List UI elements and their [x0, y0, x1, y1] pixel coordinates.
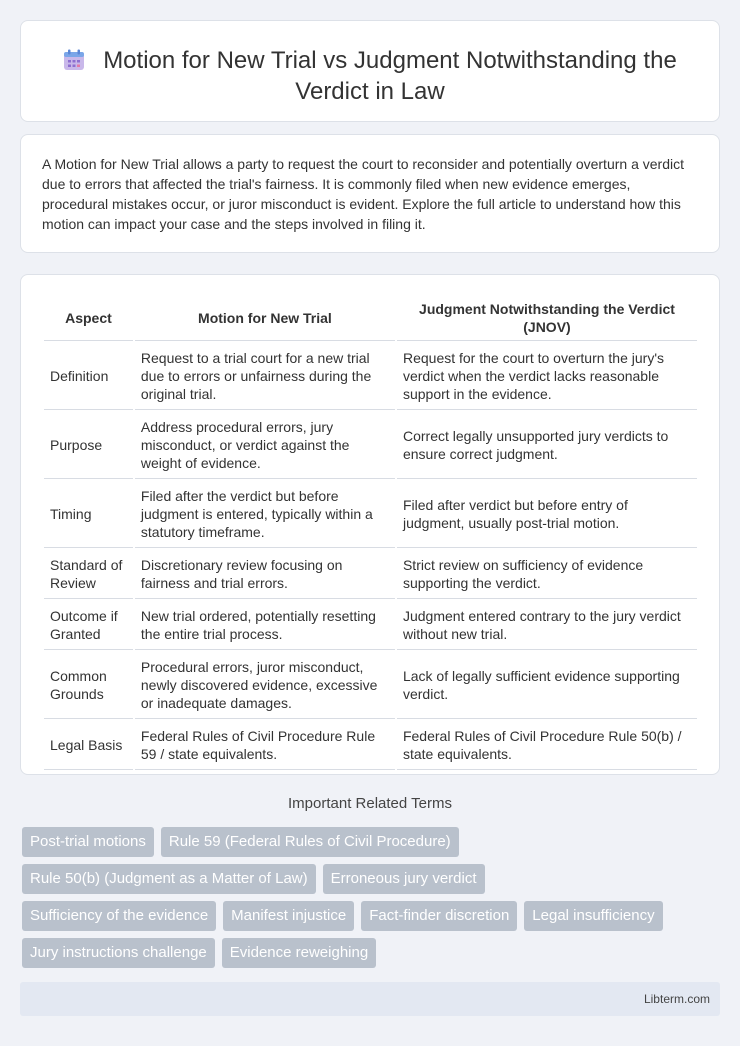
row-jnov: Correct legally unsupported jury verdicts to ensure correct judgment. — [397, 412, 697, 479]
row-new-trial: Filed after the verdict but before judgment is entered, typically within a statutory timeframe. — [135, 481, 395, 548]
row-jnov: Lack of legally sufficient evidence supporting verdict. — [397, 652, 697, 719]
row-aspect: Purpose — [44, 412, 133, 479]
calendar-icon — [63, 49, 85, 71]
table-row — [44, 412, 697, 479]
footer-site-link[interactable]: Libterm.com — [643, 992, 710, 1006]
row-jnov: Judgment entered contrary to the jury verdict without new trial. — [397, 601, 697, 650]
page-title: Motion for New Trial vs Judgment Notwithstanding the Verdict in Law — [103, 47, 677, 105]
intro-paragraph: A Motion for New Trial allows a party to request the court to reconsider and potentially overturn a verdict due to errors that affected the trial's fairness. It is commonly filed when new evidence emerges, procedural mistakes occur, or juror misconduct is evident. Explore the full article to understand how this motion can impact your case and the steps involved in filing it. — [42, 156, 684, 232]
tag-sufficiency-of-evidence[interactable]: Sufficiency of the evidence — [22, 901, 216, 931]
tag-jury-instructions-challenge[interactable]: Jury instructions challenge — [22, 938, 215, 968]
header-motion-new-trial: Motion for New Trial — [135, 296, 395, 341]
table-row — [44, 601, 697, 650]
row-new-trial: Request to a trial court for a new trial due to errors or unfairness during the original trial. — [135, 343, 395, 410]
tag-evidence-reweighing[interactable]: Evidence reweighing — [222, 938, 376, 968]
row-jnov: Request for the court to overturn the jury's verdict when the verdict lacks reasonable support in the evidence. — [397, 343, 697, 410]
row-new-trial: New trial ordered, potentially resetting the entire trial process. — [135, 601, 395, 650]
row-aspect: Standard of Review — [44, 550, 133, 599]
tag-manifest-injustice[interactable]: Manifest injustice — [223, 901, 354, 931]
row-jnov: Federal Rules of Civil Procedure Rule 50(b) / state equivalents. — [397, 721, 697, 770]
row-new-trial: Procedural errors, juror misconduct, newly discovered evidence, excessive or inadequate damages. — [135, 652, 395, 719]
row-aspect: Outcome if Granted — [44, 601, 133, 650]
row-jnov: Filed after verdict but before entry of judgment, usually post-trial motion. — [397, 481, 697, 548]
row-jnov: Strict review on sufficiency of evidence supporting the verdict. — [397, 550, 697, 599]
row-new-trial: Address procedural errors, jury misconduct, or verdict against the weight of evidence. — [135, 412, 395, 479]
row-new-trial: Federal Rules of Civil Procedure Rule 59 / state equivalents. — [135, 721, 395, 770]
header-jnov: Judgment Notwithstanding the Verdict (JNOV) — [397, 296, 697, 341]
row-aspect: Common Grounds — [44, 652, 133, 719]
tag-rule-59[interactable]: Rule 59 (Federal Rules of Civil Procedure) — [161, 827, 459, 857]
tag-fact-finder-discretion[interactable]: Fact-finder discretion — [361, 901, 517, 931]
tag-row — [22, 827, 712, 857]
intro-card — [20, 134, 720, 253]
tag-legal-insufficiency[interactable]: Legal insufficiency — [524, 901, 662, 931]
related-terms-heading: Important Related Terms — [288, 795, 452, 812]
table-row — [44, 481, 697, 548]
comparison-table — [42, 294, 699, 772]
row-aspect: Legal Basis — [44, 721, 133, 770]
title-wrap — [51, 45, 689, 107]
tag-row — [22, 901, 712, 931]
header-aspect: Aspect — [44, 296, 133, 341]
tag-post-trial-motions[interactable]: Post-trial motions — [22, 827, 154, 857]
table-row — [44, 343, 697, 410]
table-row — [44, 550, 697, 599]
tag-erroneous-jury-verdict[interactable]: Erroneous jury verdict — [323, 864, 485, 894]
table-row — [44, 721, 697, 770]
tag-row — [22, 938, 712, 968]
tag-rule-50b[interactable]: Rule 50(b) (Judgment as a Matter of Law) — [22, 864, 316, 894]
table-row — [44, 652, 697, 719]
row-new-trial: Discretionary review focusing on fairness and trial errors. — [135, 550, 395, 599]
row-aspect: Timing — [44, 481, 133, 548]
title-card — [20, 20, 720, 122]
tag-row — [22, 864, 712, 894]
comparison-card — [20, 274, 720, 775]
row-aspect: Definition — [44, 343, 133, 410]
table-header-row — [44, 296, 697, 341]
footer — [20, 982, 720, 1016]
related-terms-list — [22, 827, 712, 975]
